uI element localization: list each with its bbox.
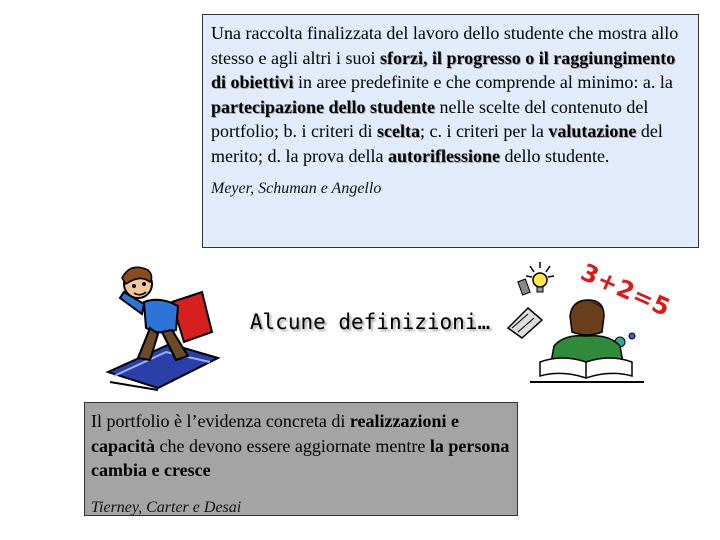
equation-text: 3+2=5 <box>576 258 676 323</box>
definition-text-meyer <box>211 21 690 168</box>
emphasis: realizzazioni e capacità <box>91 411 460 456</box>
definition-box-meyer <box>202 14 699 248</box>
emphasis: partecipazione dello studente <box>211 96 435 117</box>
emphasis: la persona cambia e cresce <box>91 435 510 480</box>
equation-icon <box>576 258 676 323</box>
text-segment: Una raccolta finalizzata del lavoro dello studente che mostra allo stesso e agli altri i suoi <box>211 23 679 68</box>
text-segment: nelle scelte del contenuto del portfolio; b. i criteri di <box>211 96 649 141</box>
definition-box-tierney <box>84 402 518 516</box>
citation-tierney: Tierney, Carter e Desai <box>91 498 242 516</box>
definition-text-tierney <box>91 409 511 483</box>
citation-meyer: Meyer, Schuman e Angello <box>211 180 382 197</box>
emphasis: valutazione <box>548 121 637 141</box>
emphasis: scelta <box>376 121 420 141</box>
student-on-book-icon <box>100 262 230 392</box>
text-segment: ; c. i criteri per la <box>419 121 549 141</box>
text-segment: che devono essere aggiornate mentre <box>154 435 430 456</box>
text-segment: Il portfolio è l’evidenza concreta di <box>91 411 350 431</box>
text-segment: dello studente. <box>499 145 610 166</box>
text-segment: del merito; d. la prova della <box>211 121 663 166</box>
emphasis: sforzi, il progresso o il raggiungimento di obiettivi <box>211 47 676 92</box>
text-segment: in aree predefinite e che comprende al minimo: a. la <box>293 72 673 92</box>
emphasis: autoriflessione <box>387 145 500 166</box>
slide-title: Alcune definizioni… <box>249 310 491 334</box>
